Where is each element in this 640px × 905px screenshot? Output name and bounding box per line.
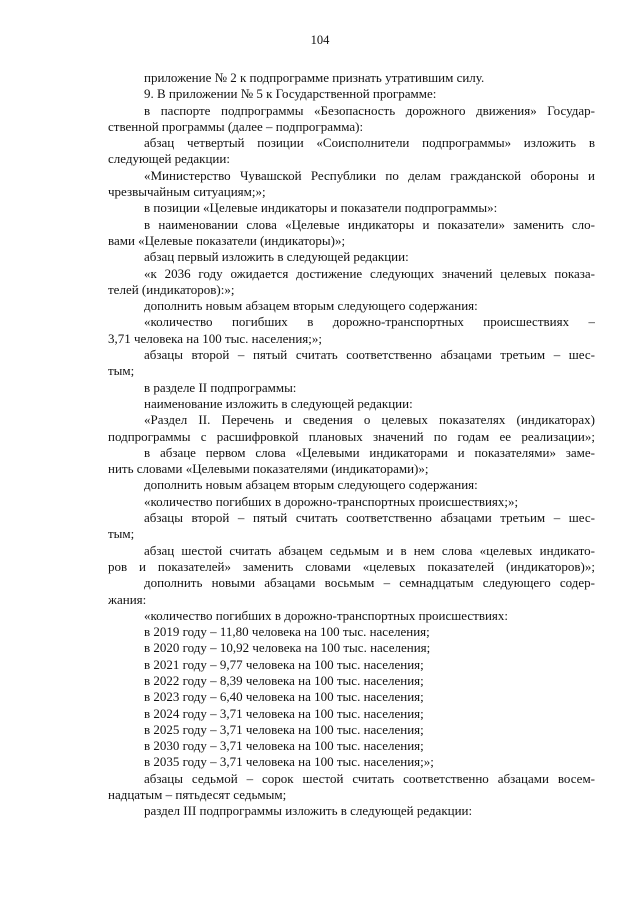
text-line: тым; <box>108 363 135 379</box>
text-line: в 2021 году – 9,77 человека на 100 тыс. населения; <box>144 656 424 672</box>
text-line: в наименовании слова «Целевые индикаторы и показатели» заменить сло- <box>144 216 595 232</box>
text-line: «к 2036 году ожидается достижение следующих значений целевых показа- <box>144 265 595 281</box>
text-line: ров и показателей» заменить словами «целевых показателей (индикаторов)»; <box>108 558 595 574</box>
text-line: в 2023 году – 6,40 человека на 100 тыс. населения; <box>144 689 424 705</box>
text-line: абзацы второй – пятый считать соответственно абзацами третьим – шес- <box>144 510 595 526</box>
text-line: подпрограммы с расшифровкой плановых значений по годам ее реализации»; <box>108 428 595 444</box>
text-line: «Раздел II. Перечень и сведения о целевых показателях (индикаторах) <box>144 412 595 428</box>
text-line: в 2035 году – 3,71 человека на 100 тыс. населения;»; <box>144 754 434 770</box>
text-line: тым; <box>108 526 135 542</box>
text-line: абзац первый изложить в следующей редакции: <box>144 249 409 265</box>
text-line: ственной программы (далее – подпрограмма): <box>108 118 364 134</box>
text-line: в 2019 году – 11,80 человека на 100 тыс. населения; <box>144 624 430 640</box>
text-line: 9. В приложении № 5 к Государственной программе: <box>144 86 437 102</box>
text-line: вами «Целевые показатели (индикаторы)»; <box>108 232 346 248</box>
text-line: «Министерство Чувашской Республики по делам гражданской обороны и <box>144 167 595 183</box>
text-line: в позиции «Целевые индикаторы и показатели подпрограммы»: <box>144 200 498 216</box>
document-body <box>108 70 595 820</box>
text-line: нить словами «Целевыми показателями (индикаторами)»; <box>108 461 429 477</box>
text-line: в 2022 году – 8,39 человека на 100 тыс. населения; <box>144 672 424 688</box>
text-line: абзац шестой считать абзацем седьмым и в нем слова «целевых индикато- <box>144 542 595 558</box>
text-line: абзацы второй – пятый считать соответственно абзацами третьим – шес- <box>144 347 595 363</box>
text-line: жания: <box>108 591 147 607</box>
text-line: 3,71 человека на 100 тыс. населения;»; <box>108 330 322 346</box>
text-line: в 2024 году – 3,71 человека на 100 тыс. населения; <box>144 705 424 721</box>
text-line: чрезвычайным ситуациям;»; <box>108 184 266 200</box>
text-line: в 2025 году – 3,71 человека на 100 тыс. населения; <box>144 721 424 737</box>
text-line: «количество погибших в дорожно-транспортных происшествиях – <box>144 314 595 330</box>
text-line: дополнить новыми абзацами восьмым – семнадцатым следующего содер- <box>144 575 595 591</box>
text-line: в абзаце первом слова «Целевыми индикаторами и показателями» заме- <box>144 444 595 460</box>
text-line: «количество погибших в дорожно-транспортных происшествиях;»; <box>144 493 519 509</box>
text-line: абзац четвертый позиции «Соисполнители подпрограммы» изложить в <box>144 135 595 151</box>
text-line: приложение № 2 к подпрограмме признать утратившим силу. <box>144 70 485 85</box>
text-line: дополнить новым абзацем вторым следующего содержания: <box>144 477 478 493</box>
text-line: абзацы седьмой – сорок шестой считать соответственно абзацами восем- <box>144 770 595 786</box>
text-line: наименование изложить в следующей редакции: <box>144 395 413 411</box>
text-line: раздел III подпрограммы изложить в следующей редакции: <box>144 803 473 819</box>
text-line: в 2030 году – 3,71 человека на 100 тыс. населения; <box>144 738 424 754</box>
text-line: следующей редакции: <box>108 151 230 167</box>
text-line: «количество погибших в дорожно-транспортных происшествиях: <box>144 607 509 623</box>
text-line: дополнить новым абзацем вторым следующего содержания: <box>144 298 478 314</box>
text-line: в 2020 году – 10,92 человека на 100 тыс. населения; <box>144 640 431 656</box>
text-line: телей (индикаторов):»; <box>108 281 235 297</box>
text-line: в разделе II подпрограммы: <box>144 379 297 395</box>
text-line: в паспорте подпрограммы «Безопасность дорожного движения» Государ- <box>144 102 595 118</box>
text-line: надцатым – пятьдесят седьмым; <box>108 787 287 803</box>
page-number: 104 <box>310 33 330 47</box>
